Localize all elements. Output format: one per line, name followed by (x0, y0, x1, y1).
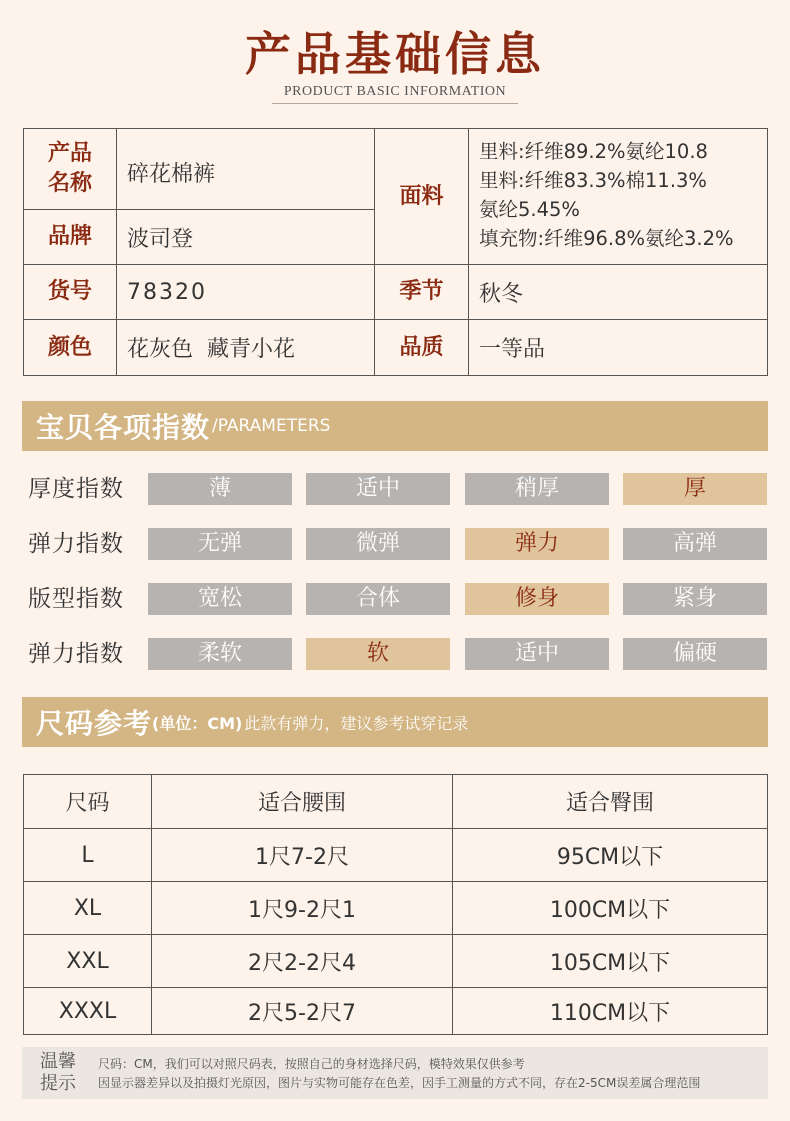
size-section-header (22, 697, 768, 747)
param-option: 弹力 (465, 528, 609, 560)
fabric-line: 氨纶5.45% (479, 198, 580, 221)
param-option: 适中 (306, 473, 450, 505)
size-cell: 1尺7-2尺 (255, 844, 349, 870)
color-label: 颜色 (47, 334, 92, 360)
tip-label-line-2: 提示 (40, 1073, 76, 1094)
subtitle-underline (272, 103, 518, 104)
size-cell: 100CM以下 (549, 897, 671, 923)
fabric-line: 里料:纤维89.2%氨纶10.8 (479, 140, 708, 163)
size-cell: XXL (66, 948, 109, 974)
size-cell: 2尺5-2尺7 (248, 1000, 356, 1026)
page-title: 产品基础信息 (245, 27, 545, 81)
fabric-line: 里料:纤维83.3%棉11.3% (479, 169, 707, 192)
param-row (28, 583, 768, 615)
tip-label (36, 1051, 80, 1095)
size-unit: (单位：CM) (152, 713, 243, 733)
tip-line-1: 尺码：CM，我们可以对照尺码表，按照自己的身材选择尺码，模特效果仅供参考 (98, 1057, 525, 1071)
size-cell: 2尺2-2尺4 (248, 950, 356, 976)
tip-line-2: 因显示器差异以及拍摄灯光原因，图片与实物可能存在色差，因手工测量的方式不同，存在2-5CM误差属合理范围 (98, 1076, 701, 1090)
param-option: 宽松 (148, 583, 292, 615)
color-value: 花灰色 藏青小花 (127, 337, 295, 362)
param-option: 无弹 (148, 528, 292, 560)
item-no-value: 78320 (127, 279, 207, 305)
param-option: 柔软 (148, 638, 292, 670)
fabric-line: 填充物:纤维96.8%氨纶3.2% (479, 227, 734, 250)
size-cell: XXXL (58, 998, 117, 1024)
tip-label-line-1: 温馨 (40, 1051, 76, 1072)
param-option: 适中 (465, 638, 609, 670)
season-label: 季节 (399, 279, 444, 304)
size-note: 此款有弹力，建议参考试穿记录 (244, 713, 469, 733)
param-label: 弹力指数 (28, 531, 124, 557)
param-option: 紧身 (623, 583, 767, 615)
size-cell: 95CM以下 (556, 844, 664, 870)
size-cell: 1尺9-2尺1 (248, 897, 356, 923)
size-table (23, 774, 768, 1035)
quality-value: 一等品 (479, 337, 546, 362)
param-option: 厚 (623, 473, 767, 505)
size-header-cell: 尺码 (65, 791, 110, 816)
param-option: 微弹 (306, 528, 450, 560)
size-cell: 105CM以下 (549, 950, 671, 976)
parameters-section-header (22, 401, 768, 451)
season-value: 秋冬 (479, 281, 524, 307)
quality-label: 品质 (399, 334, 444, 360)
size-header-cell: 适合腰围 (257, 791, 346, 816)
param-option: 修身 (465, 583, 609, 615)
parameters-title: 宝贝各项指数 (36, 411, 211, 444)
name-label-line-2: 名称 (47, 171, 92, 196)
param-option: 偏硬 (623, 638, 767, 670)
param-option: 薄 (148, 473, 292, 505)
size-title: 尺码参考 (36, 707, 153, 740)
param-row (28, 638, 768, 670)
name-value: 碎花棉裤 (127, 162, 216, 187)
size-cell: L (81, 842, 94, 868)
brand-label: 品牌 (47, 224, 92, 249)
param-row (28, 473, 768, 505)
name-label (24, 129, 116, 209)
size-cell: XL (73, 895, 102, 921)
brand-value: 波司登 (127, 226, 194, 252)
param-label: 厚度指数 (28, 476, 124, 502)
item-no-label: 货号 (47, 279, 92, 304)
page-subtitle: PRODUCT BASIC INFORMATION (283, 84, 507, 99)
parameters-title-en: /PARAMETERS (212, 416, 331, 436)
param-label: 版型指数 (28, 586, 124, 612)
param-option: 稍厚 (465, 473, 609, 505)
fabric-label: 面料 (399, 183, 444, 209)
name-label-line-1: 产品 (47, 141, 92, 166)
size-header-cell: 适合臀围 (565, 791, 654, 816)
size-cell: 110CM以下 (549, 1000, 671, 1026)
param-option: 软 (306, 638, 450, 670)
param-option: 高弹 (623, 528, 767, 560)
tip-box (22, 1047, 768, 1099)
param-label: 弹力指数 (28, 641, 124, 667)
param-row (28, 528, 768, 560)
param-option: 合体 (306, 583, 450, 615)
product-info-table (23, 128, 768, 376)
fabric-value (469, 129, 767, 264)
